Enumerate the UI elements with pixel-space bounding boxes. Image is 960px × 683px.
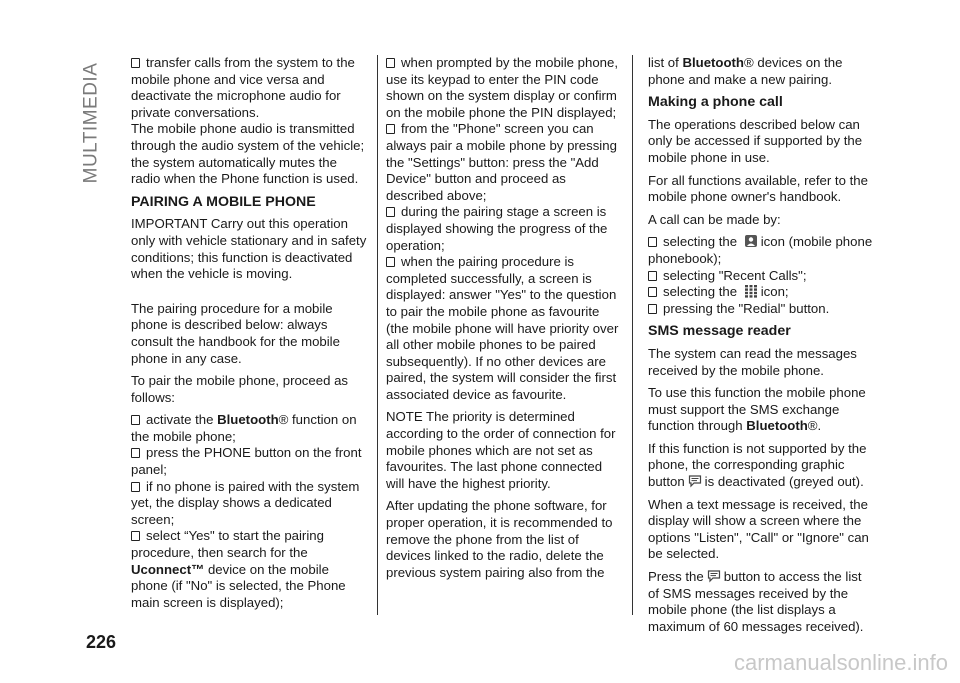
bullet-item: when prompted by the mobile phone, use its keypad to enter the PIN code shown on the system display or confirm on the mobile phone the PIN displayed; [386,55,619,120]
heading-pairing: PAIRING A MOBILE PHONE [131,193,316,210]
paragraph: After updating the phone software, for proper operation, it is recommended to remove the phone from the list of devices linked to the radio, delete the previous system pairing also from the [386,498,613,580]
bullet-icon [648,271,657,281]
bullet-item: during the pairing stage a screen is displayed showing the progress of the operation; [386,204,608,253]
bullet-item: press the PHONE button on the front panel; [131,445,362,478]
bullet-item: selecting the icon (mobile phone phonebook); [648,234,873,266]
sms-message-icon [688,474,702,488]
paragraph: The system can read the messages received by the mobile phone. [648,345,857,378]
paragraph: Press the button to access the list of SMS messages received by the mobile phone (the list displays a maximum of 60 messages received). [648,569,864,634]
paragraph: To pair the mobile phone, proceed as follows: [131,373,348,405]
bullet-icon [131,448,140,458]
section-tab-label: MULTIMEDIA [80,62,102,183]
paragraph: When a text message is received, the display will show a screen where the options "Listen", "Call" or "Ignore" can be selected. [648,496,869,562]
note-paragraph: NOTE The priority is determined according to the order of connection for mobile phones which are not set as favourites. The last phone connected will have the highest priority. [386,409,616,491]
bullet-icon [131,415,140,425]
bullet-icon [386,58,395,68]
bullet-item: selecting "Recent Calls"; [648,268,876,285]
bullet-icon [648,287,657,297]
bullet-icon [386,124,395,134]
paragraph: For all functions available, refer to the mobile phone owner's handbook. [648,172,868,205]
bullet-item: transfer calls from the system to the mobile phone and vice versa and deactivate the microphone audio for private conversations. [131,55,355,120]
bullet-item: selecting the icon; [648,284,876,301]
bullet-item: from the "Phone" screen you can always pair a mobile phone by pressing the "Settings" button: press the "Add Device" button and proceed as described above; [386,121,617,203]
paragraph: The mobile phone audio is transmitted through the audio system of the vehicle; the system automatically mutes the radio when the Phone function is used. [131,121,365,187]
bullet-icon [386,257,395,267]
column-1 [131,55,367,611]
paragraph: To use this function the mobile phone must support the SMS exchange function through Bluetooth®. [648,385,866,434]
heading-sms-reader: SMS message reader [648,323,791,340]
bullet-item: if no phone is paired with the system yet, the display shows a dedicated screen; [131,478,360,527]
paragraph: A call can be made by: [648,211,781,227]
page-number: 226 [86,632,117,652]
bullet-icon [648,304,657,314]
bullet-icon [648,237,657,247]
bullet-icon [131,58,140,68]
bullet-item: select “Yes" to start the pairing procedure, then search for the Uconnect™ device on the mobile phone (if "No" is selected, the Phone main screen is displayed); [131,528,346,610]
heading-making-call: Making a phone call [648,94,783,111]
bullet-icon [131,531,140,541]
column-divider [377,55,378,615]
bullet-icon [386,207,395,217]
bullet-item: when the pairing procedure is completed successfully, a screen is displayed: answer "Yes" to the question to pair the mobile phone as favourite (the mobile phone will have priority over all other mobile phones to be paired subsequently). If no other devices are paired, the system will consider the first associated device as favourite. [386,254,619,402]
paragraph: The operations described below can only be accessed if supported by the mobile phone in use. [648,116,863,165]
bullet-icon [131,482,140,492]
column-divider [632,55,633,615]
phonebook-icon [744,234,758,248]
keypad-icon [744,284,758,298]
watermark: carmanualsonline.info [733,650,948,675]
paragraph: If this function is not supported by the phone, the corresponding graphic button is deactivated (greyed out). [648,440,867,490]
column-3 [648,55,876,641]
sms-message-icon [707,569,721,583]
paragraph: The pairing procedure for a mobile phone is described below: always consult the handbook for the mobile phone in any case. [131,300,340,366]
column-2 [386,55,622,587]
important-note: IMPORTANT Carry out this operation only with vehicle stationary and in safety conditions; this function is deactivated when the vehicle is moving. [131,216,367,282]
bullet-item: activate the Bluetooth® function on the mobile phone; [131,412,357,444]
bullet-item: pressing the "Redial" button. [648,301,876,318]
paragraph: list of Bluetooth® devices on the phone and make a new pairing. [648,55,843,87]
section-tab [76,60,106,185]
